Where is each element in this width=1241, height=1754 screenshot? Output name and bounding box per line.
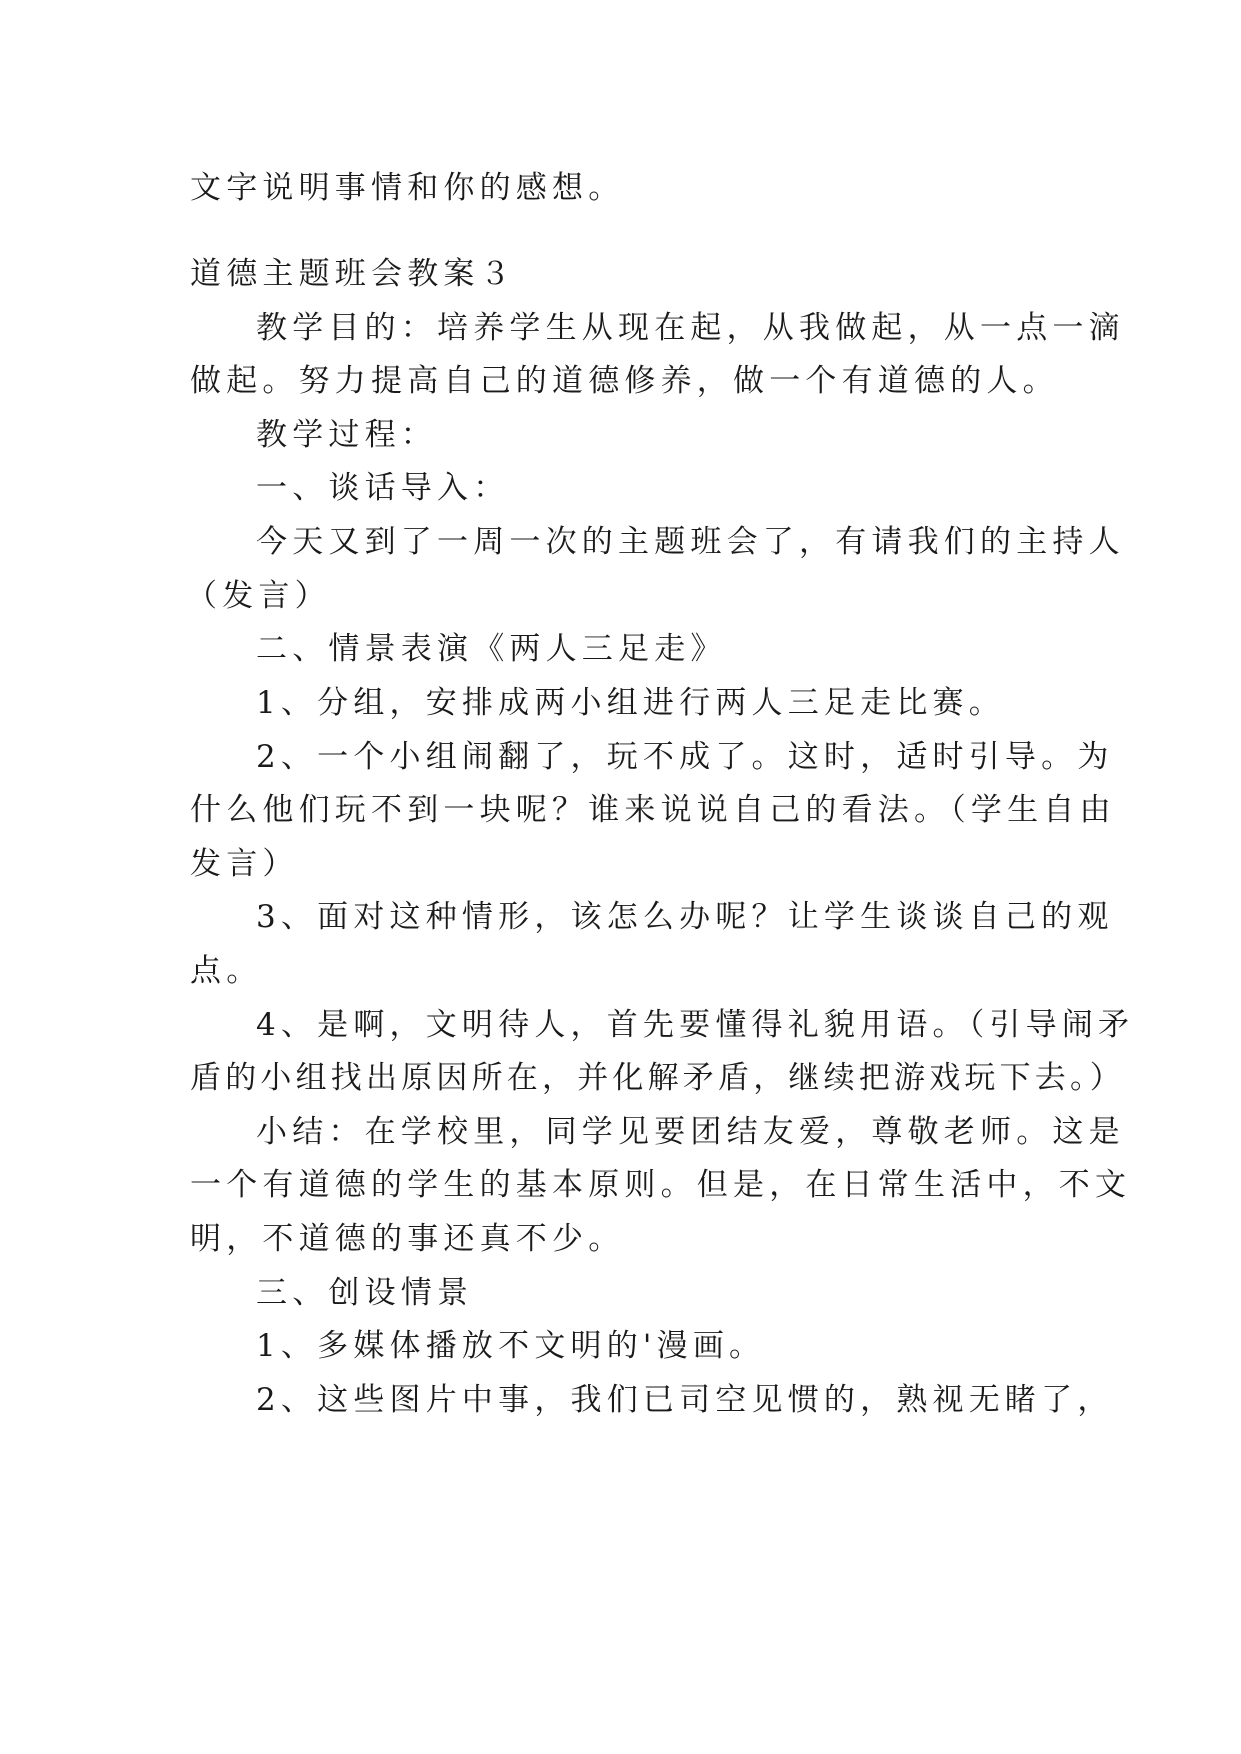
- body-line: 点。: [190, 953, 263, 989]
- body-line: 2、一个小组闹翻了，玩不成了。这时，适时引导。为: [256, 739, 1114, 775]
- body-line: 明，不道德的事还真不少。: [190, 1221, 625, 1257]
- body-line: 2、这些图片中事，我们已司空见惯的，熟视无睹了，: [256, 1382, 1114, 1418]
- continuation-text: 文字说明事情和你的感想。: [190, 170, 625, 206]
- body-line: 4、是啊，文明待人，首先要懂得礼貌用语。（引导闹矛: [256, 1007, 1135, 1043]
- body-line: 一、谈话导入：: [256, 470, 510, 506]
- body-line: 小结：在学校里，同学见要团结友爱，尊敬老师。这是: [256, 1114, 1125, 1150]
- body-line: 1、多媒体播放不文明的'漫画。: [256, 1328, 766, 1364]
- body-line: 二、情景表演《两人三足走》: [256, 631, 727, 667]
- body-line: 教学目的：培养学生从现在起，从我做起，从一点一滴: [256, 310, 1125, 346]
- body-line: 三、创设情景: [256, 1275, 474, 1311]
- body-line: 今天又到了一周一次的主题班会了，有请我们的主持人: [256, 524, 1125, 560]
- body-line: 3、面对这种情形，该怎么办呢？让学生谈谈自己的观: [256, 899, 1114, 935]
- body-line: 盾的小组找出原因所在，并化解矛盾，继续把游戏玩下去。）: [190, 1060, 1125, 1096]
- body-line: 做起。努力提高自己的道德修养，做一个有道德的人。: [190, 363, 1059, 399]
- body-line: 一个有道德的学生的基本原则。但是，在日常生活中，不文: [190, 1167, 1132, 1203]
- body-line: 发言）: [190, 846, 299, 882]
- body-line: 教学过程：: [256, 417, 437, 453]
- body-line: （发言）: [186, 578, 331, 614]
- section-title: 道德主题班会教案３: [190, 256, 516, 292]
- body-line: 1、分组，安排成两小组进行两人三足走比赛。: [256, 685, 1005, 721]
- body-line: 什么他们玩不到一块呢？谁来说说自己的看法。（学生自由: [190, 792, 1116, 828]
